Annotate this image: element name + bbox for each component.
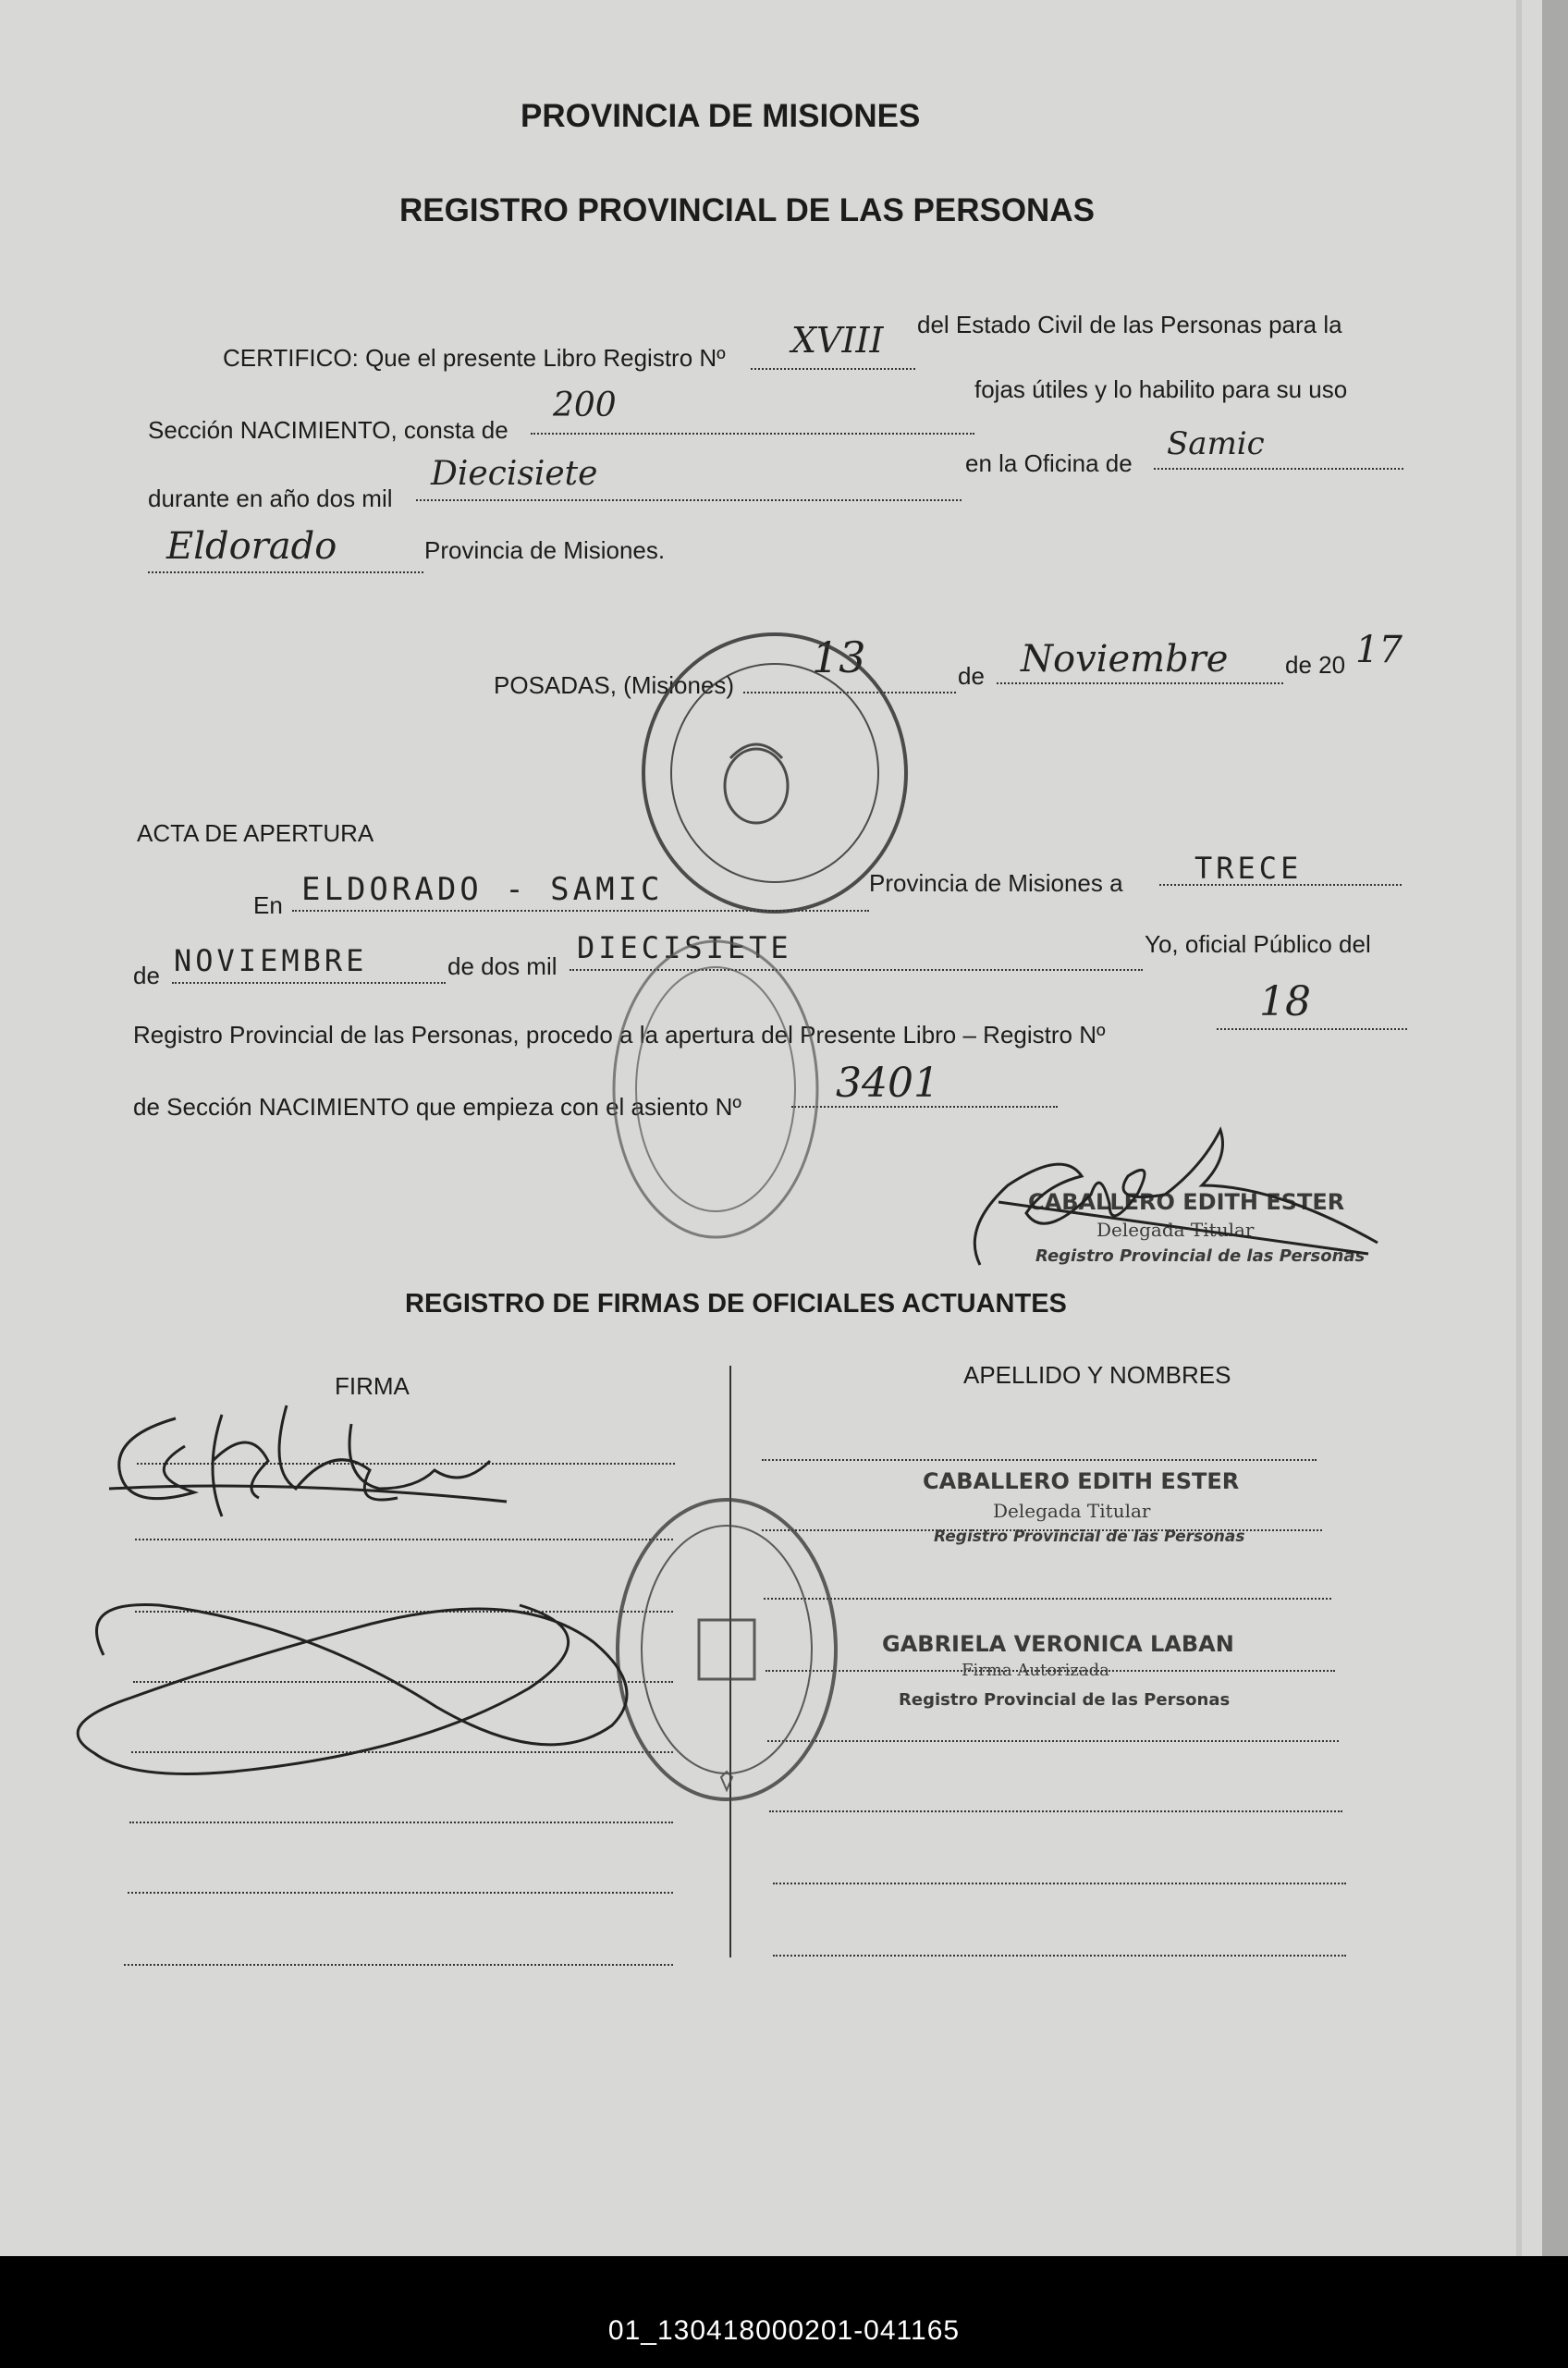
entry-1-office: Registro Provincial de las Personas (934, 1528, 1245, 1546)
acta-heading: ACTA DE APERTURA (137, 819, 374, 847)
document-id: 01_130418000201-041165 (607, 2315, 961, 2346)
cert-line3-suffix: en la Oficina de (965, 449, 1133, 477)
cert-line3-prefix: durante en año dos mil (148, 485, 393, 512)
dateline-place: POSADAS, (Misiones) (494, 671, 735, 699)
government-seal-icon (643, 634, 906, 912)
signature-1-icon (109, 1405, 507, 1516)
cert-pages-count: 200 (553, 386, 617, 424)
page-edge-shadow (1516, 0, 1522, 2256)
acta-province-text: Provincia de Misiones a (869, 869, 1123, 897)
document-subtitle: REGISTRO PROVINCIAL DE LAS PERSONAS (399, 192, 1095, 228)
entry-2-role: Firma Autorizada (962, 1661, 1109, 1680)
acta-month: NOVIEMBRE (174, 943, 368, 978)
entry-2-office: Registro Provincial de las Personas (899, 1690, 1231, 1710)
dateline-month: Noviembre (1021, 638, 1229, 681)
official-stamp-name: CABALLERO EDITH ESTER (1028, 1189, 1345, 1215)
acta-place: ELDORADO - SAMIC (301, 871, 664, 908)
acta-line3: Registro Provincial de las Personas, procedo a la apertura del Presente Libro – Registro Nº (133, 1021, 1106, 1049)
official-stamp-role: Delegada Titular (1096, 1219, 1255, 1241)
entry-1-name: CABALLERO EDITH ESTER (923, 1468, 1240, 1494)
acta-en: En (253, 891, 283, 919)
dateline-de: de (958, 662, 985, 690)
cert-line2-suffix: fojas útiles y lo habilito para su uso (974, 375, 1348, 403)
official-stamp-office: Registro Provincial de las Personas (1035, 1246, 1366, 1266)
cert-line1-suffix: del Estado Civil de las Personas para la (917, 311, 1342, 338)
column-nombres: APELLIDO Y NOMBRES (963, 1361, 1231, 1389)
column-firma: FIRMA (335, 1372, 410, 1400)
dateline-day: 13 (812, 632, 866, 682)
official-signature-icon (974, 1130, 1378, 1265)
document-title: PROVINCIA DE MISIONES (521, 98, 921, 134)
page-edge (1542, 0, 1568, 2256)
cert-line1-prefix: CERTIFICO: Que el presente Libro Registro Nº (223, 344, 726, 372)
cert-locality: Eldorado (166, 525, 337, 568)
acta-asiento-number: 3401 (836, 1060, 939, 1107)
acta-registro-number: 18 (1259, 978, 1311, 1025)
entry-2-name: GABRIELA VERONICA LABAN (882, 1631, 1234, 1657)
cert-office: Samic (1167, 425, 1265, 462)
acta-official-text: Yo, oficial Público del (1145, 930, 1371, 958)
acta-year-words: DIECISIETE (577, 930, 792, 965)
signatures-heading: REGISTRO DE FIRMAS DE OFICIALES ACTUANTES (405, 1289, 1067, 1319)
dateline-year-prefix: de 20 (1285, 651, 1346, 679)
acta-de: de (133, 962, 160, 989)
cert-line2-prefix: Sección NACIMIENTO, consta de (148, 416, 508, 444)
signature-2-icon (78, 1604, 627, 1773)
registry-seal-icon (614, 941, 817, 1237)
cert-book-number: XVIII (791, 320, 884, 361)
entry-1-role: Delegada Titular (993, 1500, 1151, 1522)
acta-line4: de Sección NACIMIENTO que empieza con el asiento Nº (133, 1093, 741, 1121)
registry-seal-bottom-icon (618, 1500, 836, 1799)
footer-bar (0, 2256, 1568, 2368)
acta-day-words: TRECE (1194, 851, 1303, 886)
cert-line4-suffix: Provincia de Misiones. (424, 536, 666, 564)
acta-year-prefix: de dos mil (447, 952, 557, 980)
dateline-year-suffix: 17 (1355, 629, 1403, 671)
cert-year-words: Diecisiete (431, 455, 598, 493)
